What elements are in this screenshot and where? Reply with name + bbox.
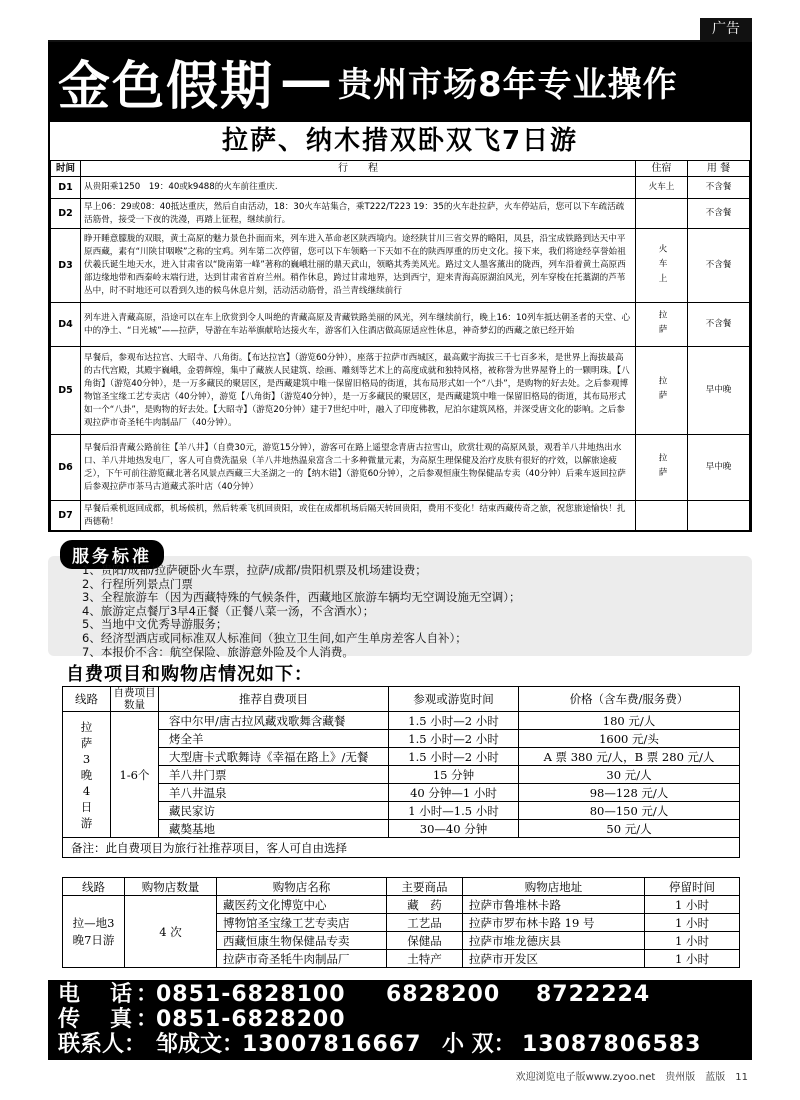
selfpay-time: 15 分钟 — [389, 766, 519, 784]
shops-count: 4 次 — [125, 896, 217, 968]
day-stay — [636, 501, 688, 531]
shop-time: 1 小时 — [645, 950, 740, 968]
shops-route: 拉—地3晚7日游 — [63, 896, 125, 968]
day-meal: 不含餐 — [688, 199, 750, 229]
selfpay-time: 1.5 小时—2 小时 — [389, 748, 519, 766]
itinerary-frame — [48, 120, 752, 532]
day-stay: 拉萨 — [636, 435, 688, 501]
ad-tag: 广告 — [700, 18, 752, 40]
itinerary-header-row — [51, 161, 750, 177]
selfpay-item: 藏獒基地 — [159, 820, 389, 838]
service-item: 5、当地中文优秀导游服务； — [82, 617, 228, 632]
table-row — [63, 730, 740, 748]
shops-table — [62, 877, 740, 968]
day-desc: 列车进入青藏高原，沿途可以在车上欣赏到令人叫绝的青藏高原及青藏铁路美丽的风光，列车继续前行，晚上16：10列车抵达朝圣者的天堂、心中的净土、“日光城”——拉萨，导游在车站举旗献哈达接火车，游客们入住酒店做高原适应性休息，神奇梦幻的西藏之旅已经开始 — [81, 303, 636, 347]
day-stay: 拉萨 — [636, 347, 688, 435]
person-row — [58, 1032, 742, 1057]
header-route: 线路 — [63, 687, 111, 712]
itinerary-row — [51, 347, 750, 435]
selfpay-price: 80—150 元/人 — [519, 802, 740, 820]
phone-number: 0851-6828100 — [156, 982, 346, 1007]
banner-slogan: 贵州市场8年专业操作 — [338, 64, 678, 105]
shop-time: 1 小时 — [645, 896, 740, 914]
service-item: 4、旅游定点餐厅3早4正餐（正餐八菜一汤，不含酒水）； — [82, 603, 375, 618]
shop-name: 西藏恒康生物保健品专卖 — [217, 932, 387, 950]
service-item: 2、行程所列景点门票 — [82, 576, 193, 591]
selfpay-item: 羊八井温泉 — [159, 784, 389, 802]
header-name: 购物店名称 — [217, 878, 387, 896]
table-row — [63, 896, 740, 914]
header-price: 价格（含车费/服务费） — [519, 687, 740, 712]
day-stay: 火车上 — [636, 177, 688, 199]
day-label: D6 — [51, 435, 81, 501]
selfpay-time: 1.5 小时—2 小时 — [389, 730, 519, 748]
person-phone: 13007816667 — [242, 1032, 422, 1057]
service-item: 1、贵阳/成都/拉萨硬卧火车票，拉萨/成都/贵阳机票及机场建设费； — [82, 563, 427, 577]
table-row — [63, 802, 740, 820]
day-label: D5 — [51, 347, 81, 435]
phone-number: 8722224 — [536, 982, 651, 1007]
shop-address: 拉萨市罗布林卡路 19 号 — [463, 914, 645, 932]
person-name: 小 双： — [442, 1032, 516, 1057]
itinerary-table — [50, 160, 750, 531]
page-footer: 欢迎浏览电子版www.zyoo.net 贵州版 蓝版 11 — [515, 1072, 748, 1083]
service-item: 7、本报价不含：航空保险、旅游意外险及个人消费。 — [82, 644, 354, 659]
itinerary-row — [51, 177, 750, 199]
day-stay: 火车上 — [636, 229, 688, 303]
fax-number: 0851-6828200 — [156, 1007, 346, 1032]
selfpay-item: 容中尔甲/唐古拉风藏戏歌舞含藏餐 — [159, 712, 389, 730]
selfpay-title: 自费项目和购物店情况如下： — [66, 664, 313, 685]
services-list — [82, 564, 521, 659]
day-stay — [636, 199, 688, 229]
header-count: 自费项目数量 — [111, 687, 159, 712]
table-row — [63, 766, 740, 784]
selfpay-price: 30 元/人 — [519, 766, 740, 784]
header-item: 推荐自费项目 — [159, 687, 389, 712]
day-desc: 睁开睡意朦胧的双眼，黄土高原的魅力景色扑面而来，列车进入革命老区陕西境内。途经陕甘川三省交界的略阳，凤县，沿宝成铁路到达天中平原西藏，素有“川陕甘咽喉”之称的宝鸡。列车第二次停留，您可以下车领略一下天如不在的陕西厚重的历史文化。接下来，我们将途经享誉始祖伏羲氏诞生地天水，进入甘肃省以“陇南第一峰”著称的巍峨壮丽的鼎天武山，领略其秀美风光。路过文人墨客薰出的陇西，列车沿着黄土高原西部边缘地带和西秦岭末端行进，达到甘肃省首府兰州。稍作休息，跨过甘肃地界，达到西宁，迎来青海高原湖泊风光，列车穿梭在托藁湖的芦苇丛中，时不时地还可以看到久违的候鸟休息片刻，活动活动筋骨，沿兰青线继续前行 — [81, 229, 636, 303]
day-label: D4 — [51, 303, 81, 347]
day-meal: 不含餐 — [688, 177, 750, 199]
day-desc: 早餐后沿青藏公路前往【羊八井】（自费30元，游览15分钟），游客可在路上遥望念青唐古拉雪山，欣赏壮观的高原风景，观看羊八井地热出水口、羊八井地热发电厂，客人可自费洗温泉（羊八井地热温泉富含二十多种微量元素，为高原生理保健及治疗皮肤有很好的疗效，以解旅途疲乏），下午可前往游览藏北著名风景点西藏三大圣湖之一的【纳木错】（游览60分钟），之后参观恒康生物保健品专卖（40分钟）后乘车返回拉萨后参观拉萨市茶马古道藏式茶叶店（40分钟） — [81, 435, 636, 501]
service-item: 6、经济型酒店或同标准双人标准间（独立卫生间,如产生单房差客人自补）； — [82, 630, 467, 645]
itinerary-row — [51, 229, 750, 303]
shop-address: 拉萨市开发区 — [463, 950, 645, 968]
header-meal: 用 餐 — [688, 161, 750, 177]
selfpay-route: 拉萨3晚4日游 — [63, 712, 111, 838]
header-stay: 住宿 — [636, 161, 688, 177]
day-label: D3 — [51, 229, 81, 303]
selfpay-price: 50 元/人 — [519, 820, 740, 838]
contact-panel — [48, 980, 752, 1060]
selfpay-item: 羊八井门票 — [159, 766, 389, 784]
selfpay-time: 1 小时—1.5 小时 — [389, 802, 519, 820]
day-desc: 早上06：29或08：40抵达重庆，然后自由活动，18：30火车站集合，乘T222/T223 19：35的火车赴拉萨，火车停站后，您可以下车疏活疏活筋骨，接受一下夜的洗漫，再踏上征程，继续前行。 — [81, 199, 636, 229]
day-label: D2 — [51, 199, 81, 229]
day-desc: 早餐后，参观布达拉宫、大昭寺、八角街。【布达拉宫】（游览60分钟），座落于拉萨市西城区，最高戴宇海拔三千七百多米，是世界上海拔最高的古代宫殿，其殿宇巍峨，金碧辉煌，集中了藏族人民建筑、绘画、雕刻等艺术上的高度成就和独特风格，被称誉为世界屋脊上的一颗明珠。【八角街】（游览40分钟），是一万多藏民的聚居区，是西藏建筑中唯一保留旧格局的街道，其布局形式如一个“八卦”，是购物的好去处。之后参观博物馆圣宝缘工艺专卖店（40分钟），游览【八角街】（游览40分钟），是一万多藏民的聚居区，是西藏建筑中唯一保留旧格局的街道，其布局形式如一个“八卦”，是购物的好去处。【大昭寺】（游览20分钟）建于7世纪中叶，融入了印度佛教，尼泊尔建筑风格，并深受唐文化的影响。之后参观拉萨市奇圣牦牛肉制品厂（40分钟）。 — [81, 347, 636, 435]
shop-name: 博物馆圣宝缘工艺专卖店 — [217, 914, 387, 932]
shop-name: 藏医药文化博览中心 — [217, 896, 387, 914]
day-meal: 不含餐 — [688, 303, 750, 347]
selfpay-item: 藏民家访 — [159, 802, 389, 820]
header-stay-time: 停留时间 — [645, 878, 740, 896]
fax-row — [58, 1007, 742, 1032]
selfpay-count: 1-6个 — [111, 712, 159, 838]
day-desc: 早餐后乘机返回成都，机场候机，然后转乘飞机回贵阳，或住在成都机场后隔天转回贵阳，费用不变化！结束西藏传奇之旅，祝您旅途愉快！扎西德勒！ — [81, 501, 636, 531]
day-meal — [688, 501, 750, 531]
shop-time: 1 小时 — [645, 914, 740, 932]
shop-name: 拉萨市奇圣牦牛肉制品厂 — [217, 950, 387, 968]
brand-name: 金色假期 — [58, 55, 275, 117]
table-row — [63, 820, 740, 838]
banner-dash: — — [280, 51, 333, 111]
itinerary-row — [51, 199, 750, 229]
route-title: 拉萨、纳木措双卧双飞7日游 — [221, 126, 579, 156]
shop-goods: 土特产 — [387, 950, 463, 968]
header-count: 购物店数量 — [125, 878, 217, 896]
header-address: 购物店地址 — [463, 878, 645, 896]
selfpay-note-row — [63, 838, 740, 858]
selfpay-header-row — [63, 687, 740, 712]
itinerary-row — [51, 303, 750, 347]
itinerary-row — [51, 435, 750, 501]
day-label: D1 — [51, 177, 81, 199]
shop-address: 拉萨市堆龙德庆县 — [463, 932, 645, 950]
header-time: 时间 — [51, 161, 81, 177]
table-row — [63, 784, 740, 802]
table-row — [63, 712, 740, 730]
shop-goods: 工艺品 — [387, 914, 463, 932]
selfpay-item: 大型唐卡式歌舞诗《幸福在路上》/无餐 — [159, 748, 389, 766]
selfpay-item: 烤全羊 — [159, 730, 389, 748]
header-time: 参观或游览时间 — [389, 687, 519, 712]
day-meal: 早中晚 — [688, 435, 750, 501]
shop-goods: 保健品 — [387, 932, 463, 950]
selfpay-time: 30—40 分钟 — [389, 820, 519, 838]
selfpay-price: A 票 380 元/人，B 票 280 元/人 — [519, 748, 740, 766]
service-item: 3、全程旅游车（因为西藏特殊的气候条件，西藏地区旅游车辆均无空调设施无空调）； — [82, 590, 521, 605]
selfpay-price: 180 元/人 — [519, 712, 740, 730]
services-title: 服务标准 — [60, 540, 164, 569]
selfpay-price: 1600 元/头 — [519, 730, 740, 748]
phone-number: 6828200 — [386, 982, 501, 1007]
selfpay-table — [62, 686, 740, 858]
selfpay-time: 40 分钟—1 小时 — [389, 784, 519, 802]
selfpay-time: 1.5 小时—2 小时 — [389, 712, 519, 730]
person-name: 邹成文： — [156, 1032, 245, 1057]
phone-row — [58, 982, 742, 1007]
table-row — [63, 748, 740, 766]
day-label: D7 — [51, 501, 81, 531]
day-desc: 从贵阳乘1250 19：40或k9488的火车前往重庆. — [81, 177, 636, 199]
header-route: 线路 — [63, 878, 125, 896]
day-stay: 拉萨 — [636, 303, 688, 347]
fax-label: 传 真： — [58, 1007, 163, 1032]
itinerary-row — [51, 501, 750, 531]
phone-label: 电 话： — [58, 982, 163, 1007]
selfpay-note: 备注：此自费项目为旅行社推荐项目，客人可自由选择 — [63, 838, 740, 858]
person-label: 联系人： — [58, 1032, 147, 1057]
shops-header-row — [63, 878, 740, 896]
person-phone: 13087806583 — [522, 1032, 702, 1057]
shop-goods: 藏 药 — [387, 896, 463, 914]
banner — [48, 42, 752, 120]
header-route: 行 程 — [81, 161, 636, 177]
day-meal: 早中晚 — [688, 347, 750, 435]
shop-time: 1 小时 — [645, 932, 740, 950]
header-goods: 主要商品 — [387, 878, 463, 896]
shop-address: 拉萨市鲁堆林卡路 — [463, 896, 645, 914]
day-meal: 不含餐 — [688, 229, 750, 303]
selfpay-price: 98—128 元/人 — [519, 784, 740, 802]
